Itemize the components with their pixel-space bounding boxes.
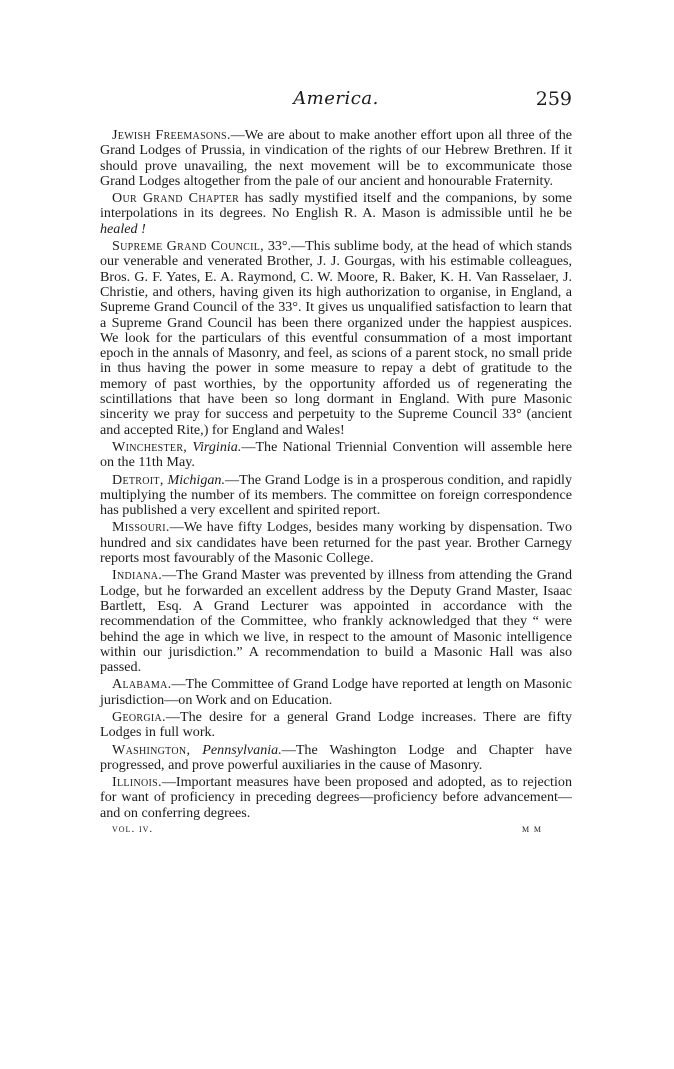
paragraph-lead: Supreme Grand Council, [112,238,264,255]
paragraph [100,710,572,741]
page-header [100,88,572,128]
paragraph-text: —We have fifty Lodges, besides many working by dispensation. Two hundred and six candidates have been returned for the past year. Brother Carnegy reports most favourably of the Masonic College. [100,519,572,567]
paragraph-text: —Important measures have been proposed and adopted, as to rejection for want of proficiency in preceding degrees—proficiency before advancement—and on conferring degrees. [100,774,572,821]
paragraph-text: 33°.—This sublime body, at the head of which stands our venerable and venerated Brother, J. J. Gourgas, with his estimable colleagues, Bros. G. F. Yates, E. A. Raymond, C. W. Moore, R. Baker, K. H. Van Rasselaer, J. Christie, and others, having given its high authorization to organise, in England, a Supreme Grand Council of the 33°. It gives us unqualified satisfaction to learn that a Supreme Grand Council has been there organized under the happiest auspices. We look for the particulars of this eventful consummation of a most important epoch in the annals of Masonry, and feel, as scions of a parent stock, no small pride in thus having the power in some measure to repay a debt of gratitude to the memory of past worthies, by the opportunity afforded us of regenerating the scintillations that have been so long dormant in England. With pure Masonic sincerity we pray for success and perpetuity to the Supreme Council 33° (ancient and accepted Rite,) for England and Wales! [100,238,572,438]
paragraph [100,440,572,471]
paragraph-text: —The Grand Master was prevented by illness from attending the Grand Lodge, but he forwarded an excellent address by the Deputy Grand Master, Isaac Bartlett, Esq. A Grand Lecturer was appointed in accordance with the recommendation of the Committee, who frankly acknowledged that they “ were behind the age in which we live, in respect to the amount of Masonic intelligence within our jurisdiction.” A recommendation to build a Masonic Hall was also passed. [100,567,572,676]
paragraph-lead-italic: Virginia. [192,438,242,455]
page [100,88,572,837]
paragraph-text: —We are about to make another effort upon all three of the Grand Lodges of Prussia, in vindication of the rights of our Hebrew Brethren. If it should prove unavailing, the next movement will be to excommunicate those Grand Lodges altogether from the pale of our ancient and honourable Fraternity. [100,127,573,189]
paragraph-text: —The Committee of Grand Lodge have reported at length on Masonic jurisdiction—on Work and on Education. [100,676,572,708]
paragraph-lead: Washington, [112,741,191,758]
paragraph [100,568,572,675]
paragraph-lead-italic: Pennsylvania. [202,741,282,758]
paragraph-lead-italic: Michigan. [167,471,226,488]
paragraph-lead: Illinois. [112,774,162,791]
paragraph-tail-italic: healed ! [100,220,146,237]
paragraph-lead: Georgia. [112,708,166,725]
paragraph [100,677,572,708]
paragraph-lead: Detroit, [112,471,164,488]
paragraph [100,775,572,821]
signature-mark: m m [522,823,542,836]
paragraph [100,239,572,438]
paragraph-text: —The desire for a general Grand Lodge increases. There are fifty Lodges in full work. [100,708,572,741]
paragraph-text: has sadly mystified itself and the companions, by some interpolations in its degrees. No English R. A. Mason is admissible until he be [100,190,572,222]
page-number: 259 [535,88,572,110]
paragraph [100,520,572,566]
paragraph [100,128,572,189]
paragraph-lead: Missouri. [112,519,170,536]
paragraph [100,191,572,237]
paragraph-lead: Jewish Freemasons. [112,127,231,143]
paragraph-lead: Our Grand Chapter [112,190,240,207]
running-title: America. [293,88,379,109]
paragraph-text: —The Washington Lodge and Chapter have progressed, and prove powerful auxiliaries in the cause of Masonry. [100,741,572,773]
paragraph-lead: Indiana. [112,567,163,584]
paragraph-lead: Winchester, [112,438,188,455]
volume-mark: vol. iv. [112,823,154,836]
paragraph-text: —The Grand Lodge is in a prosperous condition, and rapidly multiplying the number of its members. The committee on foreign correspondence has published a very excellent and spirited report. [100,471,572,519]
paragraph [100,743,572,774]
body-text [100,128,572,821]
page-footer [100,823,572,837]
paragraph-text: —The National Triennial Convention will assemble here on the 11th May. [100,438,573,471]
paragraph [100,473,572,519]
paragraph-lead: Alabama. [112,676,172,693]
